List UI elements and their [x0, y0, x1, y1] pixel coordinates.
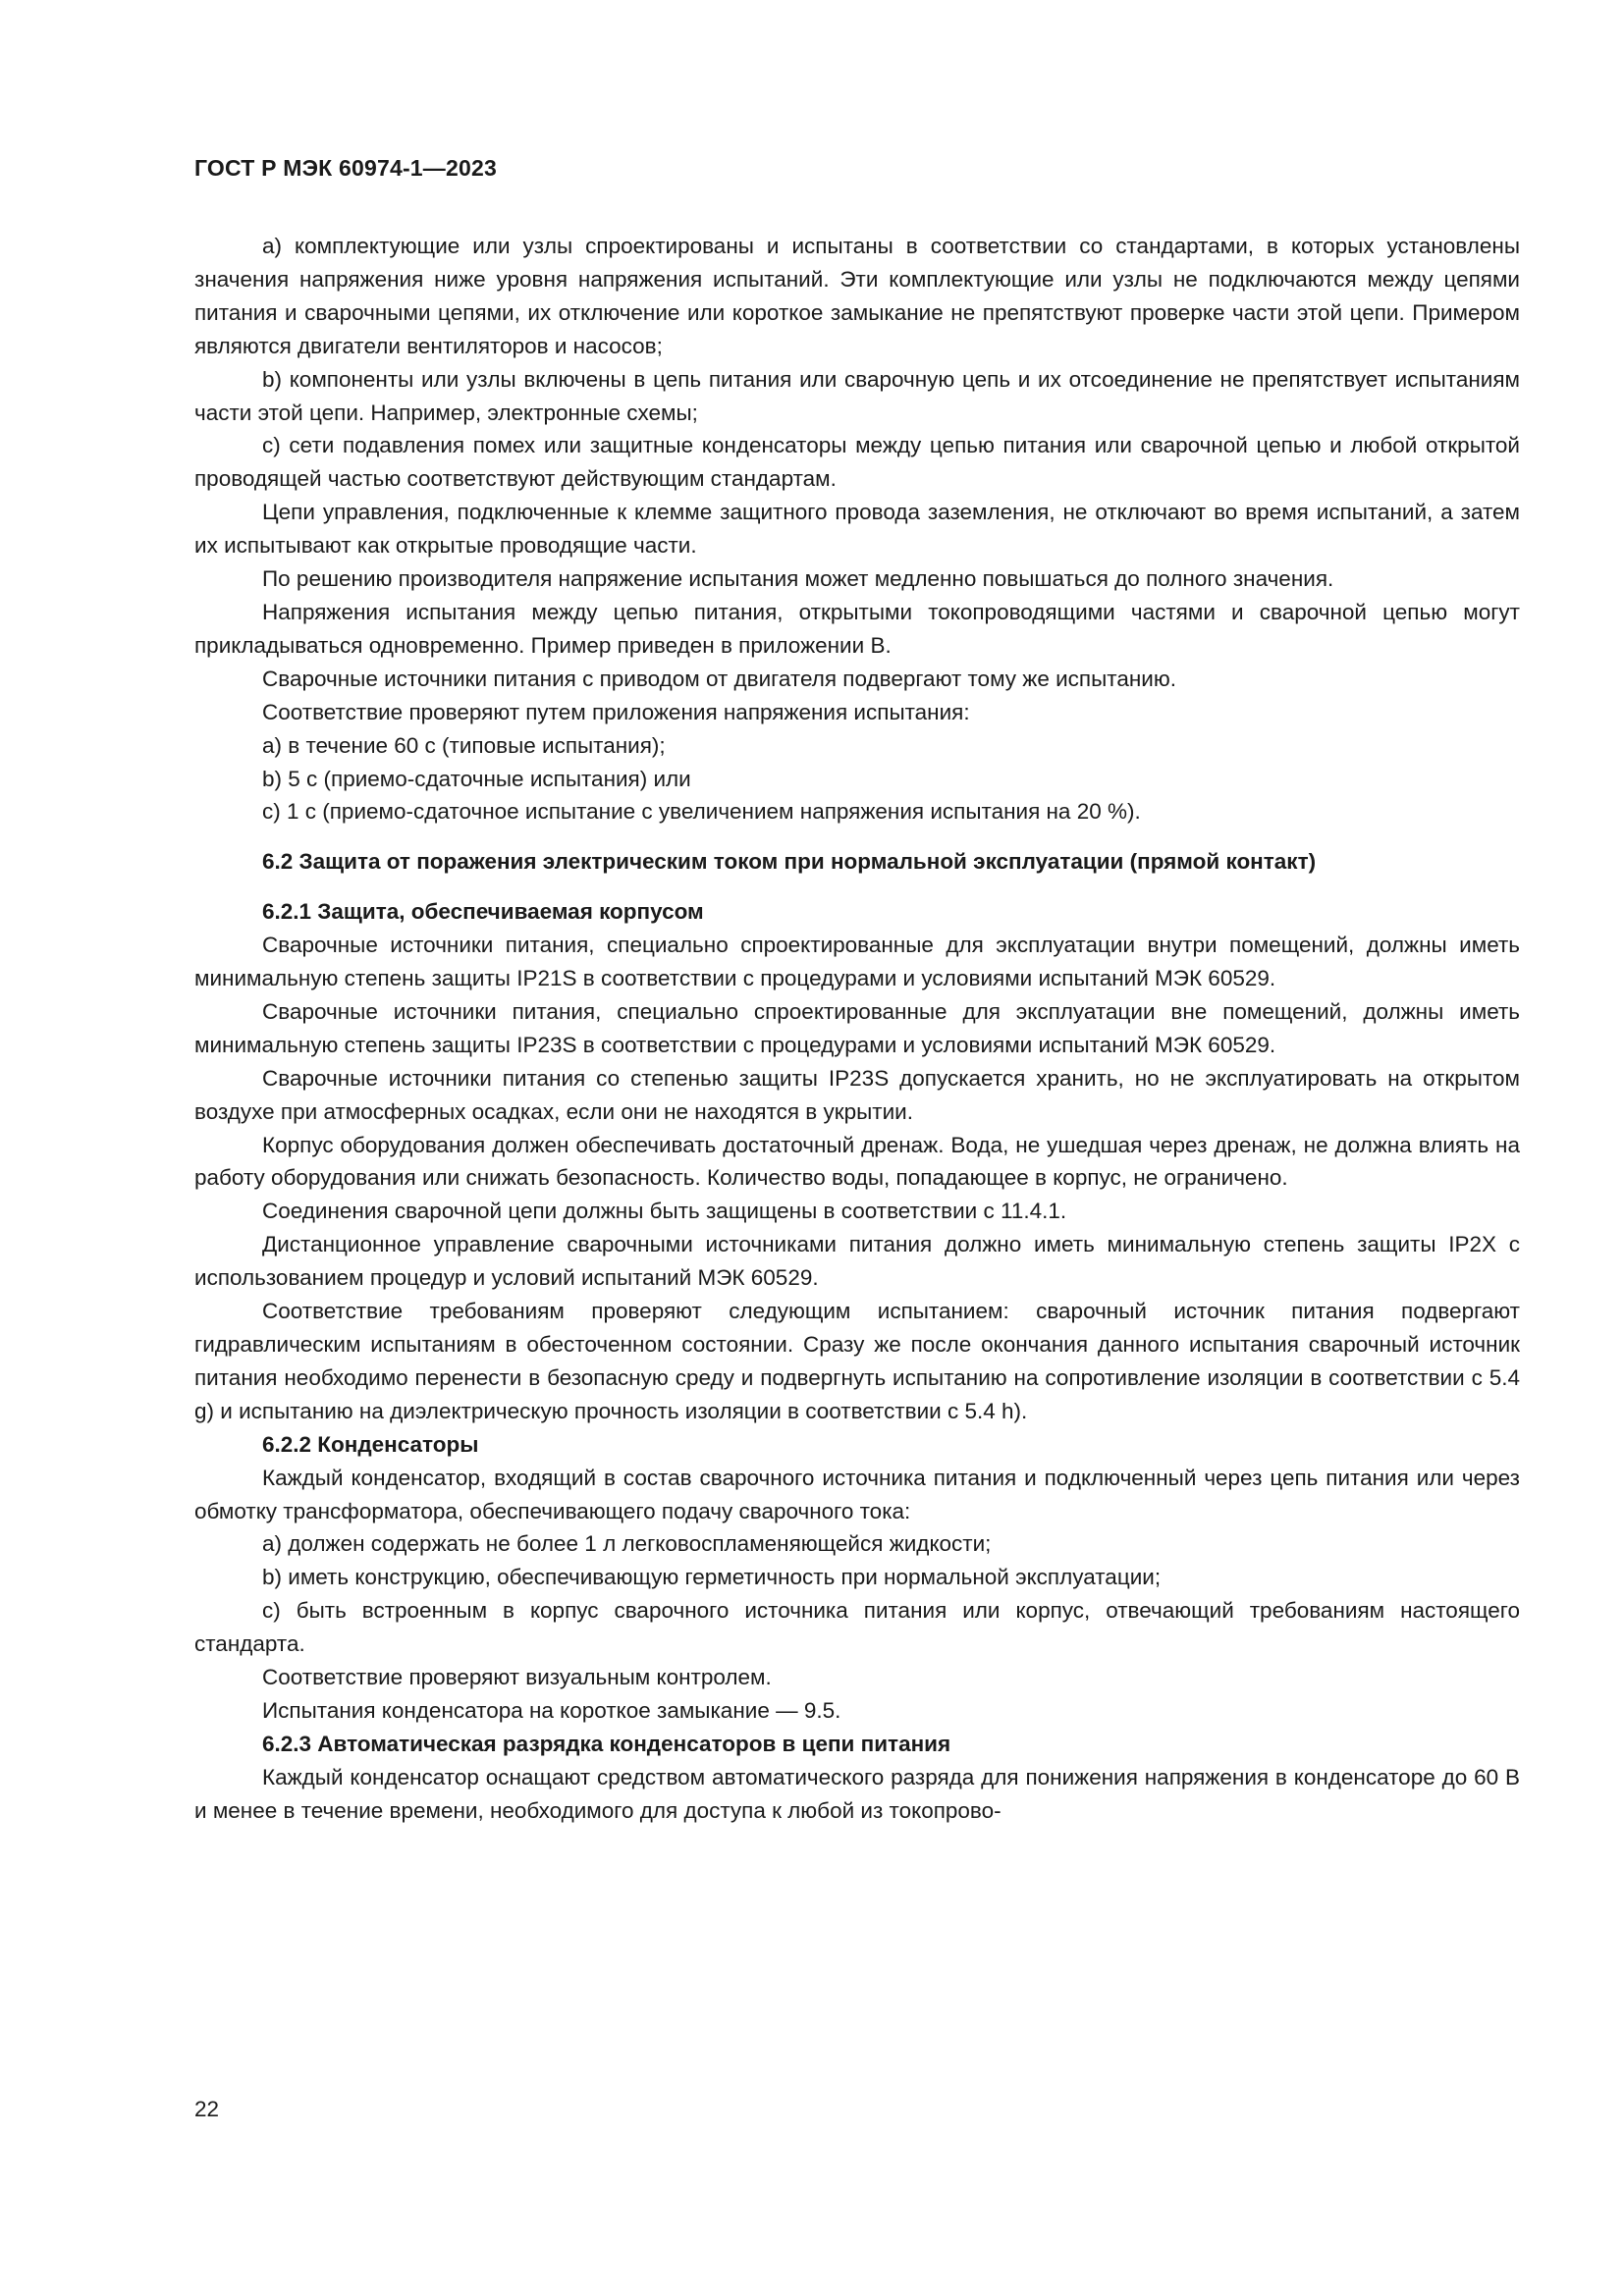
list-item: b) 5 с (приемо-сдаточные испытания) или	[262, 766, 691, 791]
list-item: c) 1 с (приемо-сдаточное испытание с увеличением напряжения испытания на 20 %).	[262, 799, 1141, 825]
paragraph: Соответствие проверяют визуальным контролем.	[262, 1665, 772, 1690]
paragraph: Сварочные источники питания, специально спроектированные для эксплуатации внутри помещений, должны иметь минимальную степень защиты IP21S в соответствии с процедурами и условиями испытаний МЭК 60529.	[194, 933, 1520, 991]
paragraph: Сварочные источники питания со степенью защиты IP23S допускается хранить, но не эксплуатировать на открытом воздухе при атмосферных осадках, если они не находятся в укрытии.	[194, 1065, 1520, 1124]
paragraph: Сварочные источники питания, специально спроектированные для эксплуатации вне помещений, должны иметь минимальную степень защиты IP23S в соответствии с процедурами и условиями испытаний МЭК 60529.	[194, 998, 1520, 1057]
paragraph: Соответствие требованиям проверяют следующим испытанием: сварочный источник питания подвергают гидравлическим испытаниям в обесточенном состоянии. Сразу же после окончания данного испытания сварочный источник питания необходимо перенести в безопасную среду и подвергнуть испытанию на сопротивление изоляции в соответствии с 5.4 g) и испытанию на диэлектрическую прочность изоляции в соответствии с 5.4 h).	[194, 1299, 1520, 1423]
paragraph: Корпус оборудования должен обеспечивать достаточный дренаж. Вода, не ушедшая через дренаж, не должна влиять на работу оборудования или снижать безопасность. Количество воды, попадающее в корпус, не ограничено.	[194, 1132, 1520, 1191]
paragraph: Сварочные источники питания с приводом от двигателя подвергают тому же испытанию.	[262, 666, 1176, 691]
paragraph: Каждый конденсатор оснащают средством автоматического разряда для понижения напряжения в конденсаторе до 60 В и менее в течение времени, необходимого для доступа к любой из токопрово-	[194, 1764, 1520, 1823]
paragraph: Цепи управления, подключенные к клемме защитного провода заземления, не отключают во время испытаний, а затем их испытывают как открытые проводящие части.	[194, 500, 1520, 559]
page-number: 22	[194, 2097, 220, 2121]
list-item: a) должен содержать не более 1 л легковоспламеняющейся жидкости;	[262, 1531, 992, 1557]
paragraph: Соответствие проверяют путем приложения напряжения испытания:	[262, 699, 970, 724]
subsection-heading: 6.2.1 Защита, обеспечиваемая корпусом	[262, 899, 704, 925]
paragraph: c) сети подавления помех или защитные конденсаторы между цепью питания или сварочной цепью и любой открытой проводящей частью соответствуют действующим стандартам.	[194, 433, 1520, 492]
section-heading: 6.2 Защита от поражения электрическим током при нормальной эксплуатации (прямой контакт)	[262, 849, 1317, 875]
document-header: ГОСТ Р МЭК 60974-1—2023	[194, 155, 497, 181]
list-item: a) в течение 60 с (типовые испытания);	[262, 732, 666, 758]
list-item: c) быть встроенным в корпус сварочного источника питания или корпус, отвечающий требованиям настоящего стандарта.	[194, 1598, 1520, 1657]
paragraph: Дистанционное управление сварочными источниками питания должно иметь минимальную степень защиты IP2X с использованием процедур и условий испытаний МЭК 60529.	[194, 1232, 1520, 1291]
paragraph: Каждый конденсатор, входящий в состав сварочного источника питания и подключенный через цепь питания или через обмотку трансформатора, обеспечивающего подачу сварочного тока:	[194, 1465, 1520, 1523]
paragraph: b) компоненты или узлы включены в цепь питания или сварочную цепь и их отсоединение не препятствует испытаниям части этой цепи. Например, электронные схемы;	[194, 366, 1520, 425]
paragraph: Напряжения испытания между цепью питания, открытыми токопроводящими частями и сварочной цепью могут прикладываться одновременно. Пример приведен в приложении В.	[194, 599, 1520, 658]
subsection-heading: 6.2.3 Автоматическая разрядка конденсаторов в цепи питания	[262, 1731, 951, 1756]
paragraph: Соединения сварочной цепи должны быть защищены в соответствии с 11.4.1.	[262, 1199, 1067, 1224]
paragraph: Испытания конденсатора на короткое замыкание — 9.5.	[262, 1697, 841, 1723]
paragraph: По решению производителя напряжение испытания может медленно повышаться до полного значения.	[262, 566, 1334, 592]
document-body	[194, 230, 1520, 1828]
list-item: b) иметь конструкцию, обеспечивающую герметичность при нормальной эксплуатации;	[262, 1565, 1162, 1590]
subsection-heading: 6.2.2 Конденсаторы	[262, 1431, 479, 1457]
paragraph: a) комплектующие или узлы спроектированы и испытаны в соответствии со стандартами, в которых установлены значения напряжения ниже уровня напряжения испытаний. Эти комплектующие или узлы не подключаются между цепями питания и сварочными цепями, их отключение или короткое замыкание не препятствуют проверке части этой цепи. Примером являются двигатели вентиляторов и насосов;	[194, 234, 1520, 358]
